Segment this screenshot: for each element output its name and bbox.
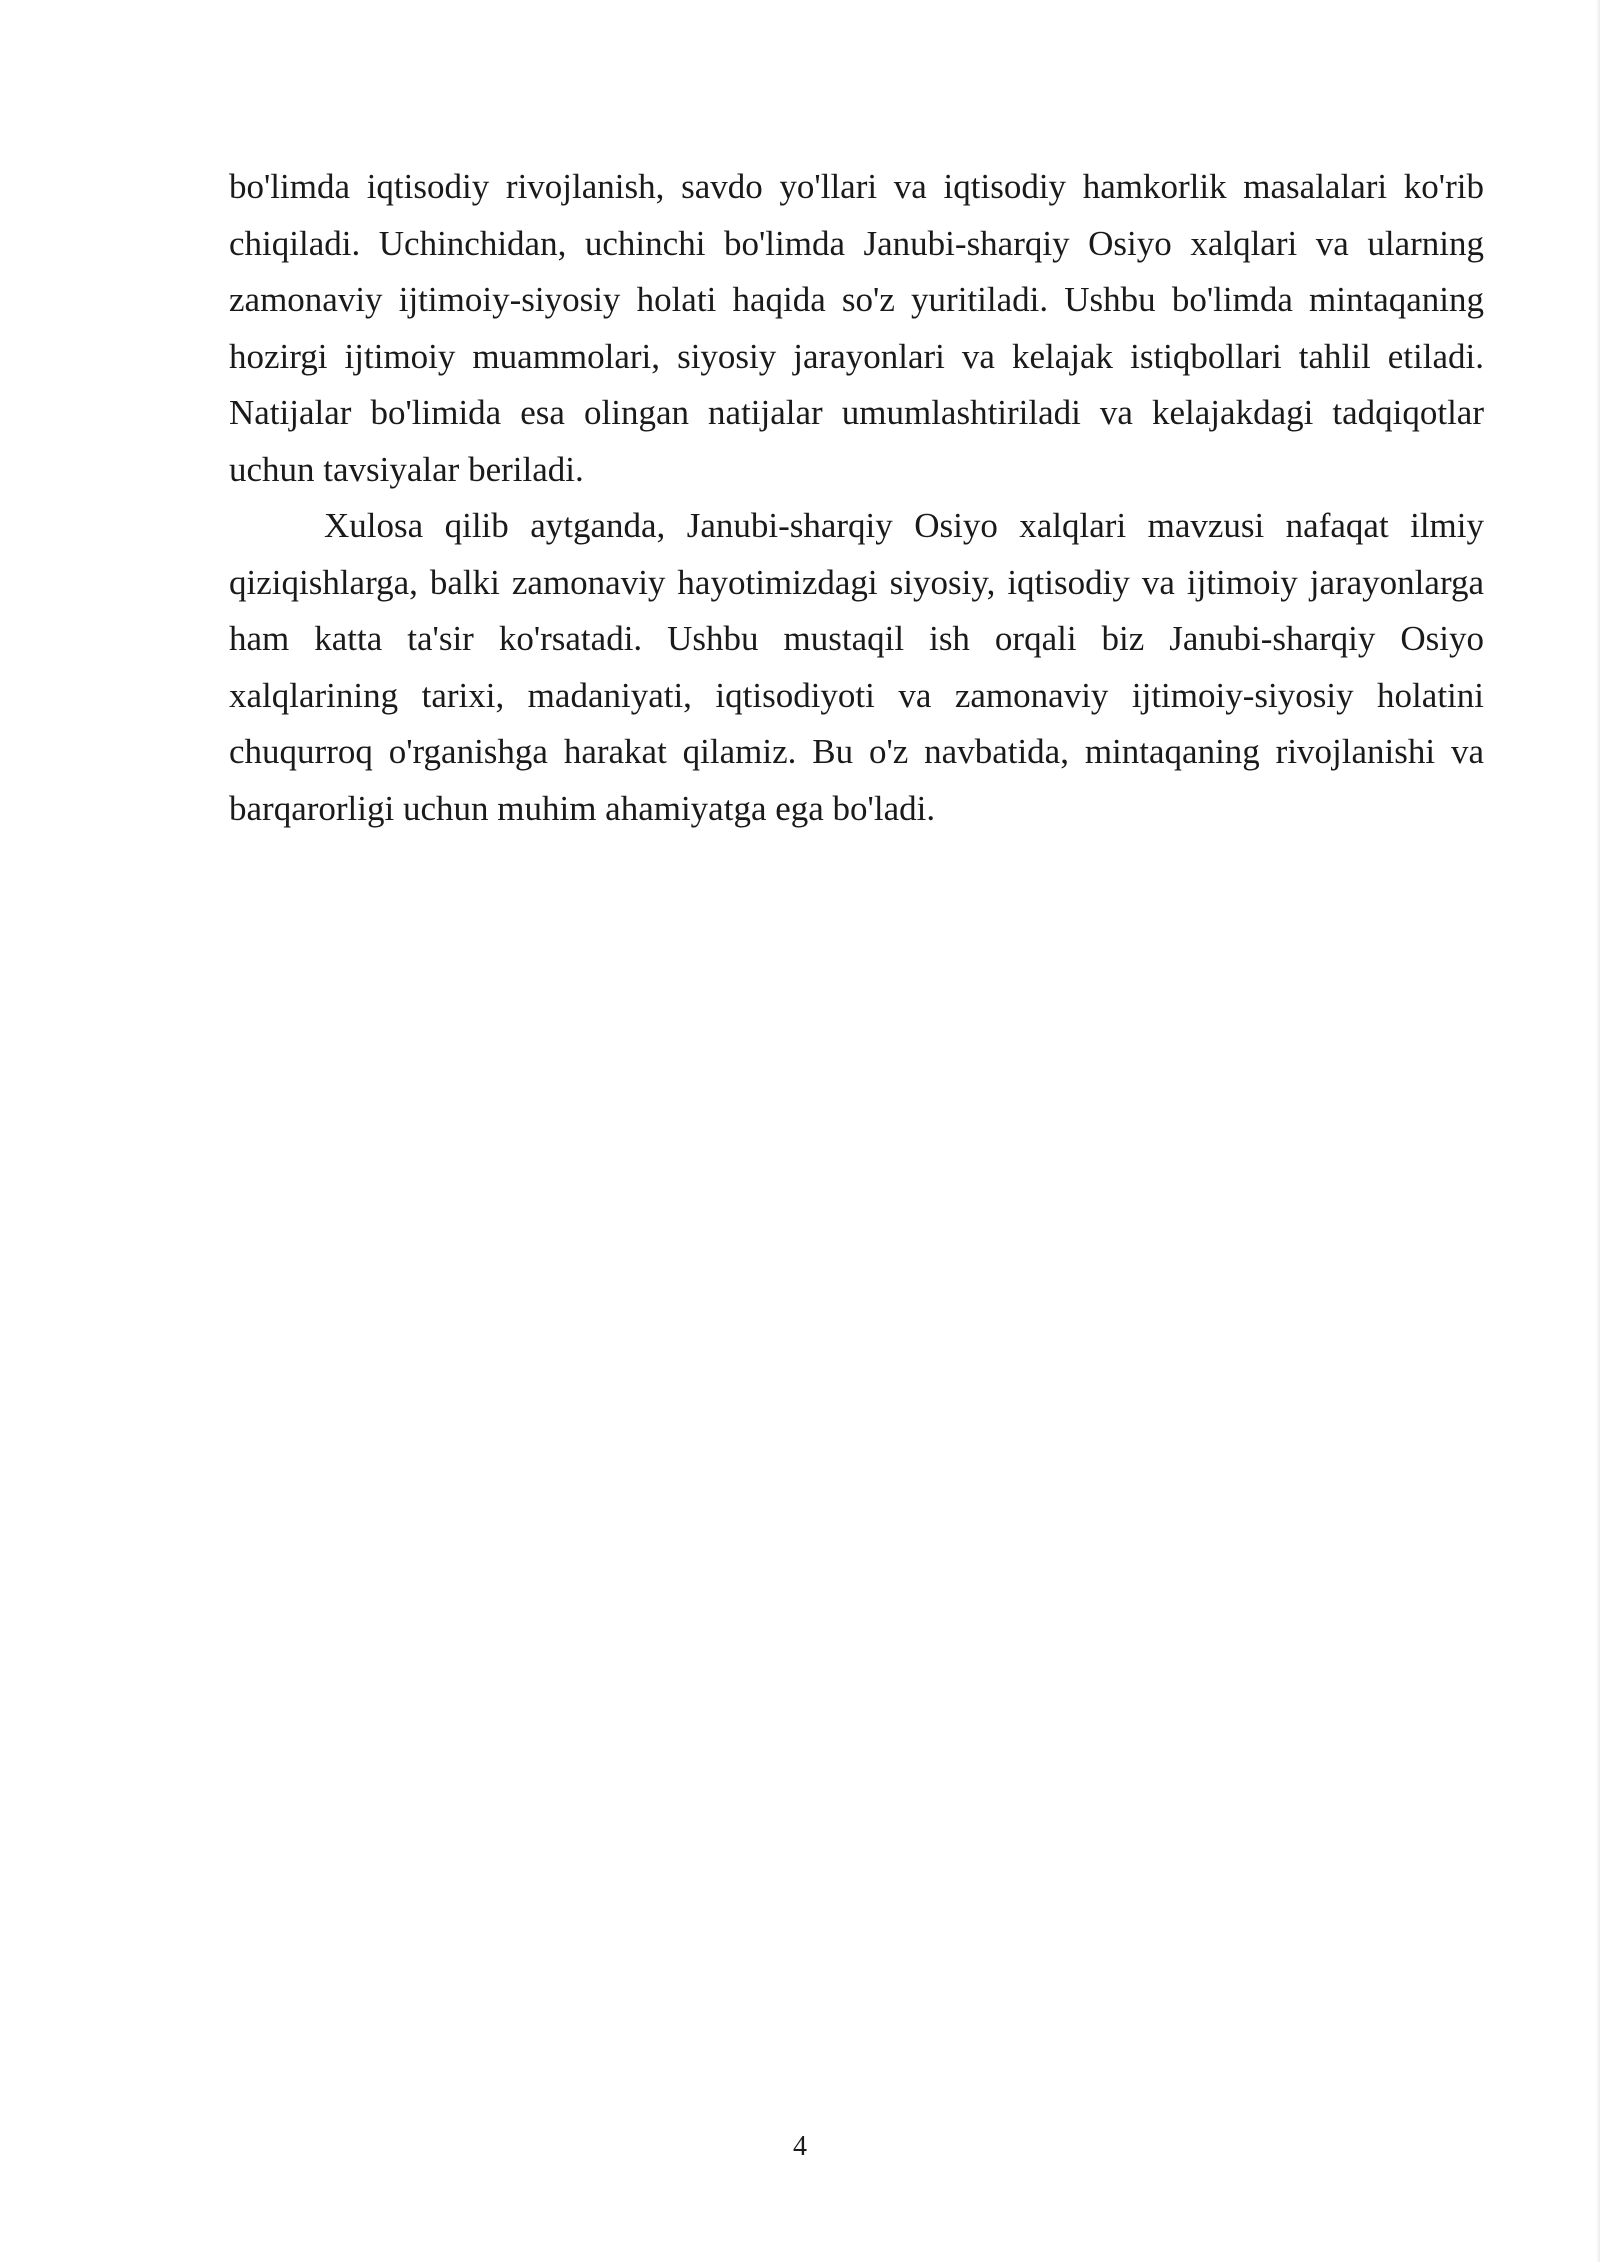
page-number: 4 (793, 2131, 807, 2162)
page-edge-shadow (1596, 0, 1600, 2262)
paragraph-continuation: bo'limda iqtisodiy rivojlanish, savdo yo'llari va iqtisodiy hamkorlik masalalari ko'rib chiqiladi. Uchinchidan, uchinchi bo'limda Janubi-sharqiy Osiyo xalqlari va ularning zamonaviy ijtimoiy-siyosiy holati haqida so'z yuritiladi. Ushbu bo'limda mintaqaning hozirgi ijtimoiy muammolari, siyosiy jarayonlari va kelajak istiqbollari tahlil etiladi. Natijalar bo'limida esa olingan natijalar umumlashtiriladi va kelajakdagi tadqiqotlar uchun tavsiyalar beriladi. (229, 167, 1484, 489)
paragraph-conclusion: Xulosa qilib aytganda, Janubi-sharqiy Osiyo xalqlari mavzusi nafaqat ilmiy qiziqishlarga, balki zamonaviy hayotimizdagi siyosiy, iqtisodiy va ijtimoiy jarayonlarga ham katta ta'sir ko'rsatadi. Ushbu mustaqil ish orqali biz Janubi-sharqiy Osiyo xalqlarining tarixi, madaniyati, iqtisodiyoti va zamonaviy ijtimoiy-siyosiy holatini chuqurroq o'rganishga harakat qilamiz. Bu o'z navbatida, mintaqaning rivojlanishi va barqarorligi uchun muhim ahamiyatga ega bo'ladi. (229, 506, 1484, 828)
body-text (229, 159, 1484, 837)
